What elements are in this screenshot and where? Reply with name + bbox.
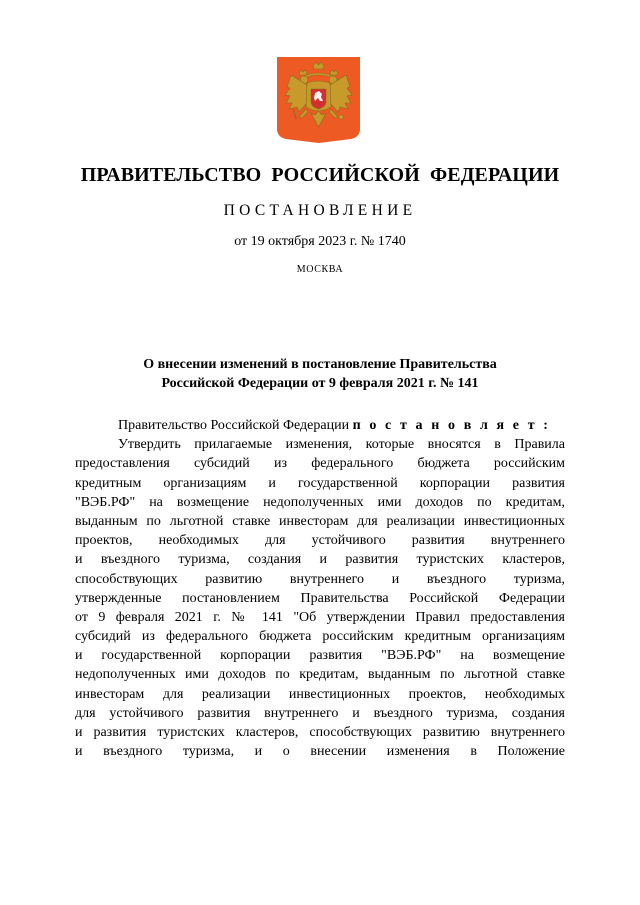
body-line: выданным по льготной ставке инвесторам для реализации инвестиционных [75,513,565,529]
document-heading [0,355,640,393]
body-line: проектов, необходимых для устойчивого развития внутреннего [75,533,565,549]
body-line: недополученных ими доходов по кредитам, выданным по льготной ставке [75,667,565,683]
body-line: инвесторам для реализации инвестиционных проектов, необходимых [75,686,565,702]
body-line: и въездного туризма, создания и развития туристских кластеров, [75,552,565,568]
body-line: субсидий из федерального бюджета российским кредитным организациям [75,629,565,645]
heading-line-2: Российской Федерации от 9 февраля 2021 г. № 141 [161,376,479,391]
intro-verb: п о с т а н о в л я е т : [352,418,551,433]
heading-line-1: О внесении изменений в постановление Правительства [143,357,497,372]
document-body [75,416,565,761]
body-line: и въездного туризма, и о внесении изменения в Положение [75,744,565,760]
intro-text: Правительство Российской Федерации [118,418,350,433]
body-line: от 9 февраля 2021 г. № 141 "Об утверждении Правил предоставления [75,609,565,625]
body-line: и развития туристских кластеров, способствующих развитию внутреннего [75,725,565,740]
body-line: Утвердить прилагаемые изменения, которые вносятся в Правила [118,437,565,453]
body-line: предоставления субсидий из федерального бюджета российским [75,456,565,472]
coat-of-arms-emblem [277,57,360,143]
document-city: МОСКВА [296,264,344,275]
body-line: утвержденные постановлением Правительства Российской Федерации [75,590,565,606]
document-type: ПОСТАНОВЛЕНИЕ [223,202,417,219]
body-line: способствующих развитию внутреннего и въездного туризма, [75,571,565,587]
government-title: ПРАВИТЕЛЬСТВО РОССИЙСКОЙ ФЕДЕРАЦИИ [80,164,560,186]
document-date-number: от 19 октября 2023 г. № 1740 [234,234,406,249]
body-line: и государственной корпорации развития "ВЭБ.РФ" на возмещение [75,648,565,664]
body-line: кредитным организациям и государственной корпорации развития [75,475,565,491]
body-line: "ВЭБ.РФ" на возмещение недополученных ими доходов по кредитам, [75,494,565,510]
body-line: для устойчивого развития внутреннего и въездного туризма, создания [75,705,565,721]
intro-line [75,416,565,435]
